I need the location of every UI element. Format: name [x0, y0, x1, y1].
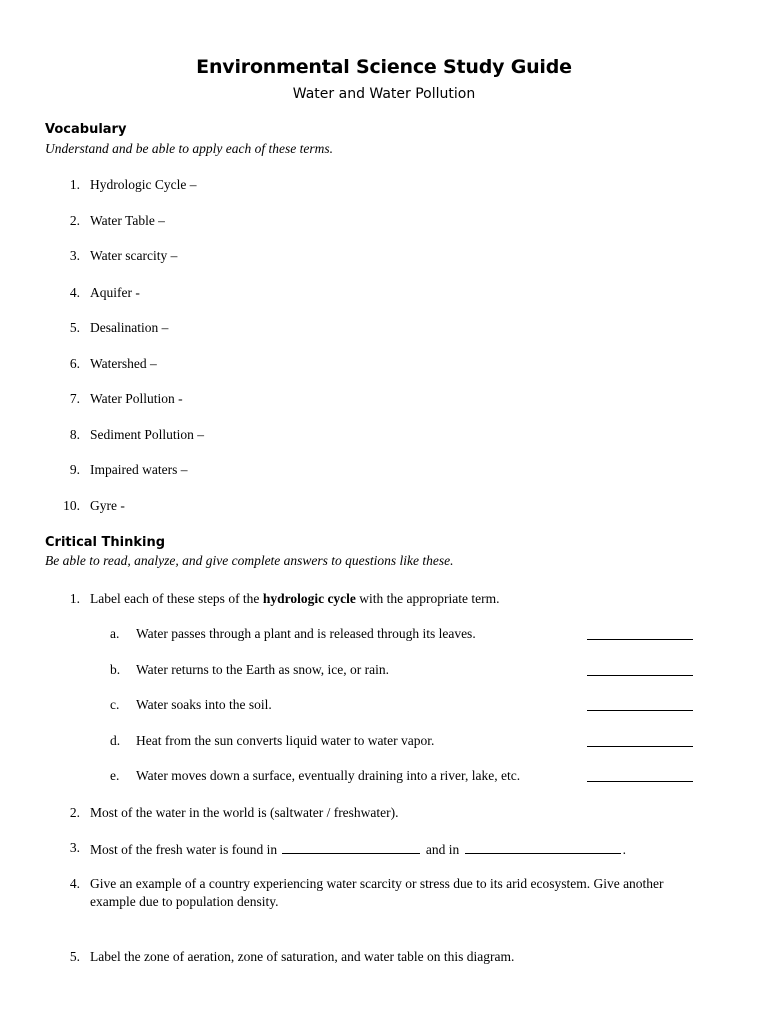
- vocabulary-instruction: Understand and be able to apply each of these terms.: [45, 141, 333, 156]
- answer-blank[interactable]: [282, 839, 420, 854]
- sub-question-letter: b.: [110, 662, 121, 677]
- answer-blank[interactable]: [587, 781, 693, 782]
- vocab-number: 1.: [69, 177, 80, 192]
- critical-thinking-instruction: Be able to read, analyze, and give complete answers to questions like these.: [45, 553, 454, 568]
- vocab-term: Impaired waters –: [90, 462, 188, 477]
- sub-question-letter: c.: [110, 697, 120, 712]
- vocab-term: Watershed –: [90, 356, 157, 371]
- question-text: Most of the water in the world is (saltwater / freshwater).: [90, 805, 399, 820]
- vocab-term: Desalination –: [90, 320, 169, 335]
- sub-question-text: Water soaks into the soil.: [136, 697, 272, 712]
- vocab-number: 7.: [69, 391, 80, 406]
- answer-blank[interactable]: [587, 639, 693, 640]
- answer-blank[interactable]: [465, 839, 621, 854]
- question-number: 3.: [69, 840, 80, 855]
- vocab-number: 4.: [69, 285, 80, 300]
- sub-question-text: Water returns to the Earth as snow, ice, or rain.: [136, 662, 389, 677]
- sub-question-text: Heat from the sun converts liquid water to water vapor.: [136, 733, 435, 748]
- vocab-term: Gyre -: [90, 498, 125, 513]
- vocab-term: Aquifer -: [90, 285, 140, 300]
- page-subtitle: Water and Water Pollution: [292, 86, 476, 102]
- question-text: Give an example of a country experiencing water scarcity or stress due to its arid ecosystem. Give another example due to population density.: [90, 876, 664, 909]
- vocab-term: Hydrologic Cycle –: [90, 177, 197, 192]
- question-text-prefix: Most of the fresh water is found in: [90, 842, 278, 857]
- answer-blank[interactable]: [587, 675, 693, 676]
- question-text: Label the zone of aeration, zone of saturation, and water table on this diagram.: [90, 949, 515, 964]
- question-text-bold: hydrologic cycle: [262, 591, 356, 606]
- vocab-number: 3.: [69, 248, 80, 263]
- question-number: 5.: [69, 949, 80, 964]
- sub-question-text: Water passes through a plant and is released through its leaves.: [136, 626, 476, 641]
- vocab-number: 5.: [69, 320, 80, 335]
- question-text: [90, 590, 710, 608]
- page-title: Environmental Science Study Guide: [196, 56, 572, 78]
- sub-question-text: Water moves down a surface, eventually draining into a river, lake, etc.: [136, 768, 521, 783]
- question-number: 2.: [69, 805, 80, 820]
- answer-blank[interactable]: [587, 746, 693, 747]
- vocab-number: 10.: [63, 498, 80, 513]
- sub-question-letter: a.: [110, 626, 120, 641]
- vocab-number: 6.: [69, 356, 80, 371]
- vocab-term: Sediment Pollution –: [90, 427, 205, 442]
- vocabulary-heading: Vocabulary: [45, 122, 127, 137]
- question-text-middle: and in: [425, 842, 460, 857]
- question-text-suffix: .: [622, 842, 626, 857]
- critical-thinking-heading: Critical Thinking: [45, 535, 166, 550]
- vocab-number: 8.: [69, 427, 80, 442]
- question-text-suffix: with the appropriate term.: [355, 591, 500, 606]
- sub-question-letter: d.: [110, 733, 121, 748]
- sub-question-letter: e.: [110, 768, 120, 783]
- question-text-prefix: Label each of these steps of the: [90, 591, 263, 606]
- question-number: 1.: [69, 591, 80, 606]
- vocab-number: 9.: [69, 462, 80, 477]
- vocab-term: Water Table –: [90, 213, 165, 228]
- vocab-term: Water Pollution -: [90, 391, 183, 406]
- question-number: 4.: [69, 876, 80, 891]
- vocab-term: Water scarcity –: [90, 248, 178, 263]
- vocab-number: 2.: [69, 213, 80, 228]
- answer-blank[interactable]: [587, 710, 693, 711]
- question-text: [90, 839, 710, 859]
